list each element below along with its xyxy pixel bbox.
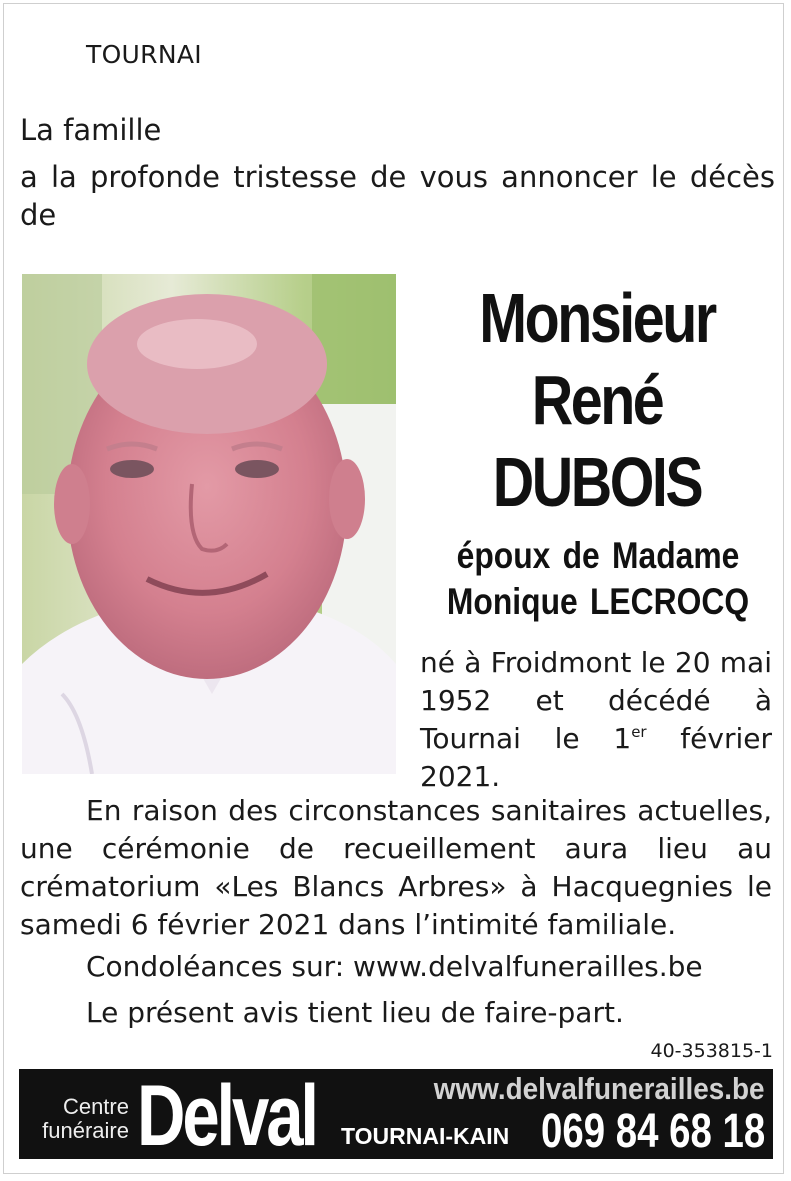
- deceased-title: Monsieur: [479, 279, 715, 357]
- deceased-name: [462, 277, 733, 523]
- deceased-last-name: DUBOIS: [492, 443, 702, 521]
- ceremony-paragraph: En raison des circonstances sanitaires actuelles, une cérémonie de recueillement aura lieu au crématorium «Les Blancs Arbres» à Hacquegnies le samedi 6 février 2021 dans l’intimité familiale.: [20, 794, 772, 941]
- dates-text-end: février 2021.: [420, 722, 772, 793]
- deceased-first-name: René: [531, 361, 663, 439]
- spouse-line-2: Monique LECROCQ: [446, 581, 750, 622]
- brand-logo: Delval: [137, 1069, 316, 1159]
- birth-death-dates: [420, 644, 772, 796]
- dates-text: né à Froidmont le 20 mai 1952 et décédé à Tournai le 1: [420, 646, 772, 755]
- condolences-line: Condoléances sur: www.delvalfunerailles.be: [86, 950, 703, 983]
- portrait-photo: [22, 274, 396, 774]
- centre-label-line-2: funéraire: [42, 1118, 129, 1143]
- spouse-line-1: époux de Madame: [456, 535, 740, 576]
- centre-label-line-1: Centre: [62, 1094, 129, 1119]
- city-heading: TOURNAI: [86, 40, 202, 69]
- portrait-image: [22, 274, 396, 774]
- reference-number: 40-353815-1: [650, 1040, 773, 1062]
- location-label: TOURNAI-KAIN: [341, 1123, 510, 1149]
- notice-line: Le présent avis tient lieu de faire-part.: [86, 996, 624, 1029]
- intro-announcement: a la profonde tristesse de vous annoncer le décès de: [20, 160, 775, 232]
- website-link[interactable]: www.delvalfunerailles.be: [434, 1071, 765, 1106]
- funeral-home-banner: [19, 1069, 773, 1159]
- spouse-info: [443, 533, 753, 625]
- dates-superscript: er: [631, 723, 647, 741]
- intro-family: La famille: [20, 113, 162, 147]
- phone-number[interactable]: 069 84 68 18: [540, 1105, 765, 1158]
- centre-funeraire-label: [25, 1095, 129, 1143]
